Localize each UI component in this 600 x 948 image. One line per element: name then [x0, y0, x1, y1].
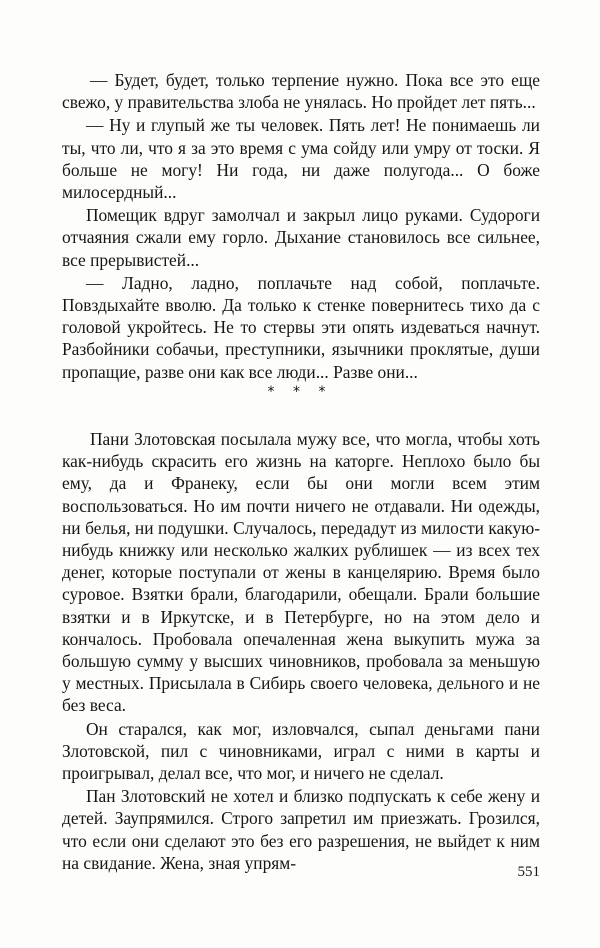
paragraph: Пан Злотовский не хотел и близко подпускать к себе жену и детей. Заупрямился. Строго запретил им приезжать. Грозился, что если они сделают это без его разрешения, не выйдет к ним на свидание. Жена, зная упрям-: [62, 786, 540, 873]
text-section-1: [62, 69, 540, 384]
page-number: 551: [517, 864, 540, 880]
paragraph: Помещик вдруг замолчал и закрыл лицо руками. Судороги отчаяния сжали ему горло. Дыхание становилось все сильнее, все прерывистей...: [62, 205, 540, 270]
paragraph: — Ну и глупый же ты человек. Пять лет! Не понимаешь ли ты, что ли, что я за это время с ума сойду или умру от тоски. Я больше не могу! Ни года, ни даже полугода... О боже милосердный...: [62, 115, 540, 203]
paragraph: Он старался, как мог, изловчался, сыпал деньгами пани Злотовской, пил с чиновниками, играл с ними в карты и проигрывал, делал все, что мог, и ничего не сделал.: [62, 718, 540, 784]
paragraph: — Ладно, ладно, поплачьте над собой, поплачьте. Повздыхайте вволю. Да только к стенке повернитесь тихо да с головой укройтесь. Не то стервы эти опять издеваться начнут. Разбойники собачьи, преступники, язычники проклятые, души пропащие, разве они как все люди... Разве они...: [62, 272, 540, 382]
paragraph: — Будет, будет, только терпение нужно. Пока все это еще свежо, у правительства злоба не унялась. Но пройдет лет пять...: [62, 70, 540, 113]
paragraph: Пани Злотовская посылала мужу все, что могла, чтобы хоть как-нибудь скрасить его жизнь на каторге. Неплохо было бы ему, да и Франеку, если бы они могли всем этим воспользоваться. Но им почти ничего не отдавали. Ни одежды, ни белья, ни подушки. Случалось, передадут из милости какую-нибудь книжку или несколько жалких рублишек — из всех тех денег, которые поступали от жены в канцелярию. Время было суровое. Взятки брали, благодарили, обещали. Брали большие взятки и в Иркутске, и в Петербурге, но на этом дело и кончалось. Пробовала опечаленная жена выкупить мужа за большую сумму у высших чиновников, пробовала за меньшую у местных. Присылала в Сибирь своего человека, дельного и не без веса.: [62, 429, 540, 716]
text-section-2: [62, 428, 540, 875]
section-separator: * * *: [267, 384, 333, 400]
